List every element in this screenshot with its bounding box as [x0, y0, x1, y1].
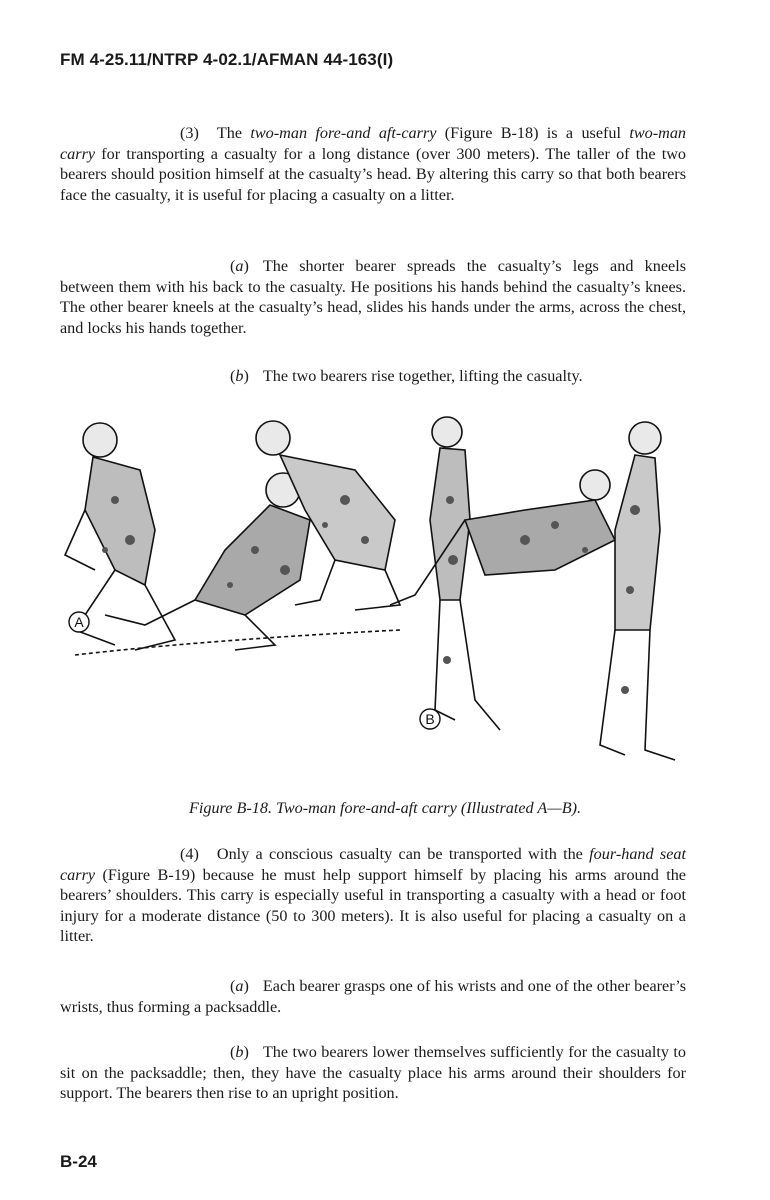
- emphasis-term: two-man carry: [60, 124, 686, 163]
- page-number: B-24: [60, 1152, 97, 1171]
- text-run: (Figure B-18) is a useful: [436, 124, 630, 142]
- panel-a-illustration: [65, 421, 400, 655]
- panel-a-label: [69, 612, 89, 632]
- paragraph-4b: (b) The two bearers lower themselves sufficiently for the casualty to sit on the packsaddle; then, they have the casualty place his arms around their shoulders for support. The bearers then rise to an upright position.: [60, 1043, 686, 1103]
- figure-caption: Figure B-18. Two-man fore-and-aft carry (Illustrated A—B).: [188, 799, 582, 817]
- emphasis-term: two-man fore-and aft-carry: [250, 124, 437, 142]
- text-run: The shorter bearer spreads the casualty’s legs and kneels between them with his back to the casualty. He positions his hands behind the casualty’s knees. The other bearer kneels at the casualty’s head, slides his hands under the arms, across the chest, and locks his hands together.: [60, 257, 686, 337]
- emphasis-term: four-hand seat carry: [60, 845, 686, 884]
- svg-text:A: A: [74, 614, 84, 630]
- paragraph-3: [60, 123, 686, 205]
- subparagraph-letter: a: [235, 257, 244, 275]
- subparagraph-letter: b: [235, 367, 244, 385]
- paragraph-number: (3): [180, 124, 199, 142]
- panel-b-illustration: [390, 417, 675, 760]
- paragraph-4a: (a) Each bearer grasps one of his wrists and one of the other bearer’s wrists, thus forming a packsaddle.: [60, 977, 686, 1016]
- text-run: for transporting a casualty for a long distance (over 300 meters). The taller of the two bearers should position himself at the casualty’s head. By altering this carry so that both bearers face the casualty, it is useful for placing a casualty on a litter.: [60, 144, 686, 204]
- svg-text:B: B: [425, 711, 435, 727]
- text-run: Only a conscious casualty can be transported with the: [216, 845, 590, 863]
- text-run: Each bearer grasps one of his wrists and one of the other bearer’s wrists, thus forming a packsaddle.: [60, 977, 686, 1016]
- subparagraph-letter: b: [235, 1043, 244, 1061]
- figure-illustration: [55, 400, 715, 785]
- text-run: The two bearers rise together, lifting the casualty.: [262, 367, 583, 385]
- subparagraph-letter: a: [235, 977, 244, 995]
- paragraph-number: (4): [180, 845, 199, 863]
- text-run: The two bearers lower themselves sufficiently for the casualty to sit on the packsaddle; then, they have the casualty place his arms around their shoulders for support. The bearers then rise to an upright position.: [60, 1043, 686, 1103]
- text-run: The: [216, 124, 251, 142]
- paragraph-3a: (a) The shorter bearer spreads the casualty’s legs and kneels between them with his back to the casualty. He positions his hands behind the casualty’s knees. The other bearer kneels at the casualty’s head, slides his hands under the arms, across the chest, and locks his hands together.: [60, 257, 686, 337]
- paragraph-4: [60, 844, 686, 947]
- text-run: (Figure B-19) because he must help support himself by placing his arms around the bearers’ shoulders. This carry is especially useful in transporting a casualty with a head or foot injury for a moderate distance (50 to 300 meters). It is also useful for placing a casualty on a litter.: [60, 865, 686, 946]
- panel-b-label: [420, 709, 440, 729]
- paragraph-3b: (b) The two bearers rise together, lifting the casualty.: [230, 367, 583, 385]
- document-header: FM 4-25.11/NTRP 4-02.1/AFMAN 44-163(I): [60, 50, 394, 69]
